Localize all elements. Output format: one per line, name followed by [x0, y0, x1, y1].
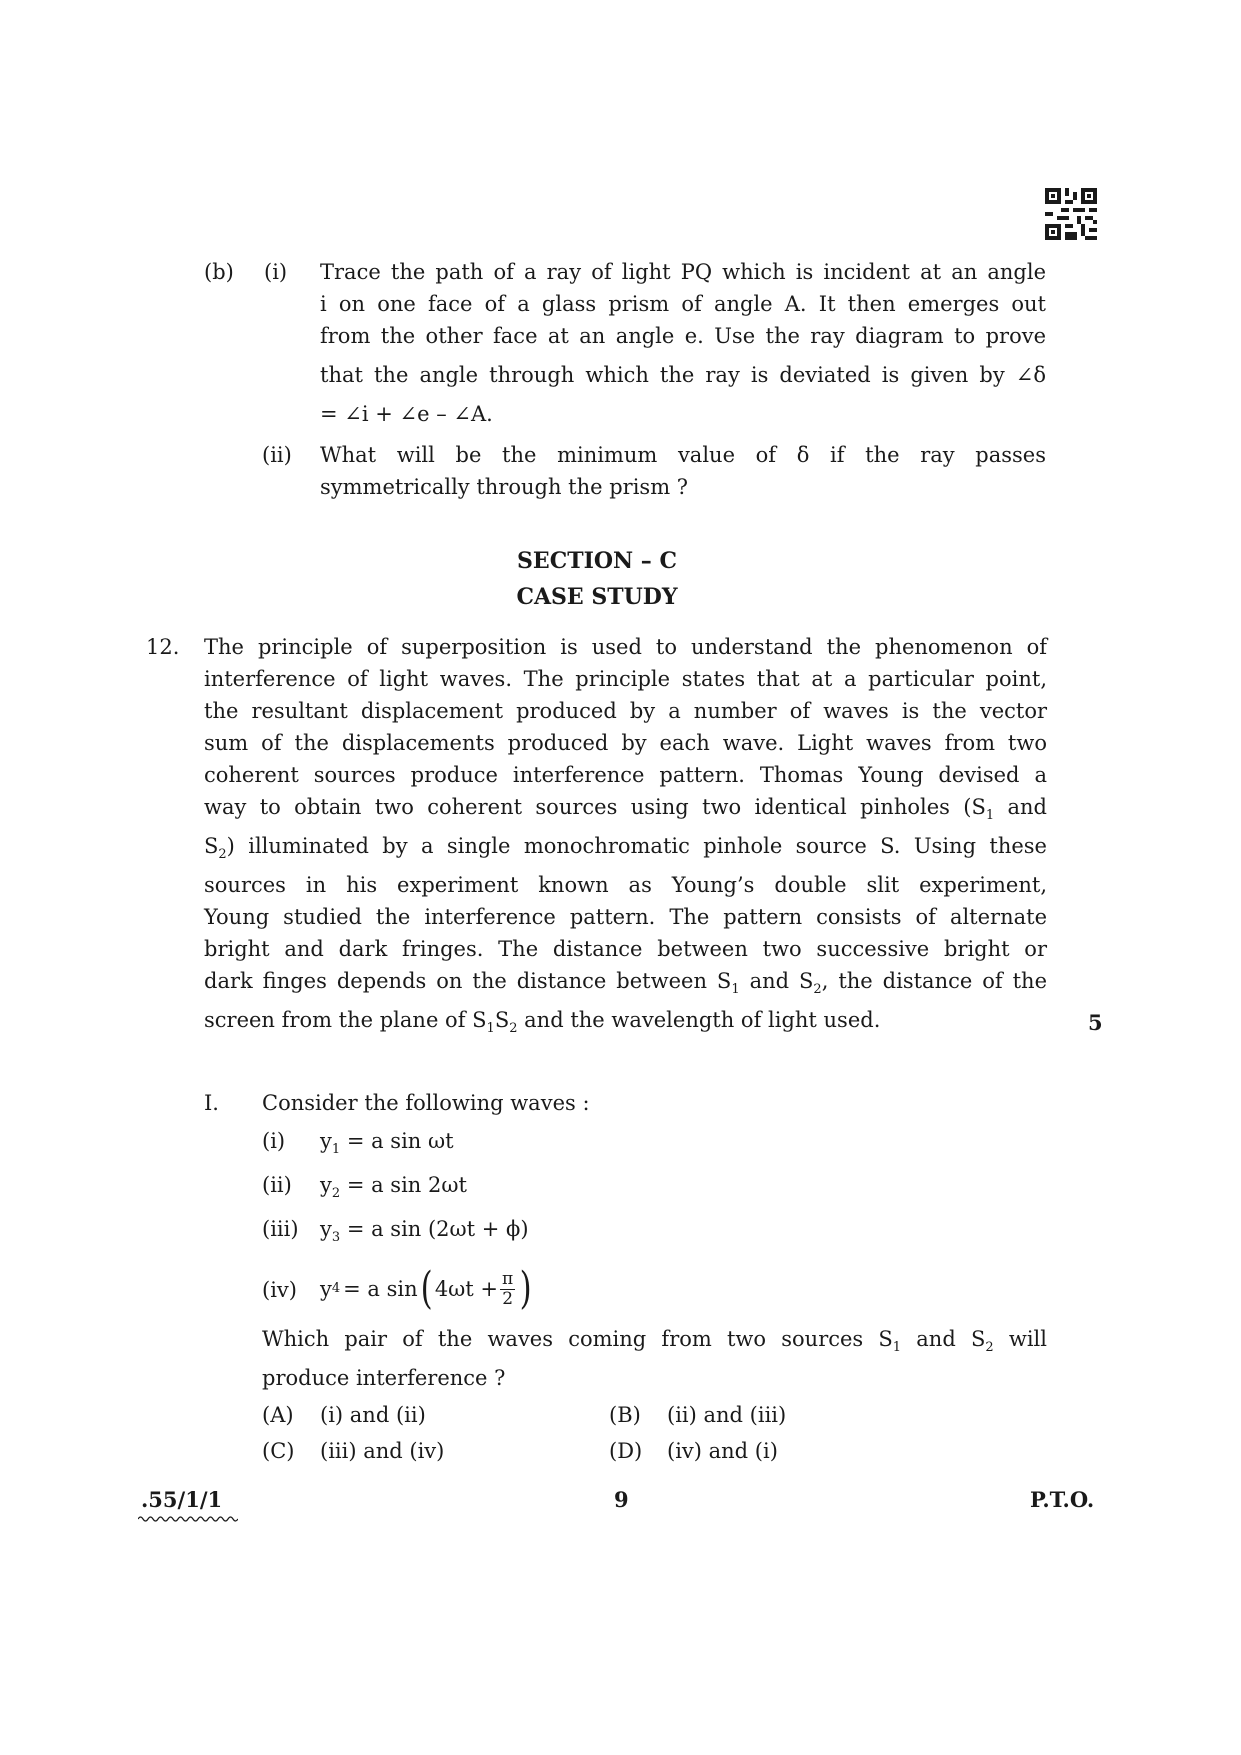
q12-line1: The principle of superposition is used to understand the phenomenon of: [204, 635, 1047, 659]
paper-code: .55/1/1: [141, 1487, 223, 1512]
wave-iv-label: (iv): [262, 1278, 297, 1302]
q12-line10: bright and dark fringes. The distance between two successive bright or: [204, 937, 1047, 961]
q12-line11: [204, 969, 1048, 997]
fraction-denominator: 2: [502, 1288, 514, 1309]
pi-over-two-fraction: [500, 1268, 515, 1309]
wave-y: y: [320, 1173, 332, 1197]
wavy-underline-icon: [138, 1515, 238, 1523]
section-title: SECTION – C: [517, 548, 677, 574]
wave-ii-eq: [320, 1173, 467, 1201]
subquestion-stem: Consider the following waves :: [262, 1091, 590, 1115]
wave-rhs: = a sin ωt: [340, 1129, 454, 1153]
q12-line6-end: and: [994, 795, 1047, 819]
q12-line12: [204, 1008, 881, 1036]
wave-inner: 4ωt +: [434, 1277, 499, 1301]
option-c-text: (iii) and (iv): [320, 1439, 445, 1463]
wave-y: y: [320, 1277, 332, 1301]
q12-line12-sub2: 2: [509, 1021, 518, 1036]
q12-line11-c: , the distance of the: [821, 969, 1048, 993]
q12-line11-b: and S: [739, 969, 814, 993]
q11b-ii-line2: symmetrically through the prism ?: [320, 475, 689, 499]
q12-line7: [204, 834, 1047, 862]
q12-line12-b: S: [494, 1008, 510, 1032]
q12-line12-sub1: 1: [486, 1021, 495, 1036]
subquestion-prompt-line2: produce interference ?: [262, 1366, 506, 1390]
q12-line6: [204, 795, 1047, 823]
prompt-sub1: 1: [892, 1340, 902, 1355]
q12-line3: the resultant displacement produced by a number of waves is the vector: [204, 699, 1047, 723]
prompt-sub2: 2: [985, 1340, 994, 1355]
wave-y: y: [320, 1217, 332, 1241]
wave-iii-eq: [320, 1217, 529, 1245]
q12-line11-sub2: 2: [813, 982, 822, 997]
wave-ii-label: (ii): [262, 1173, 292, 1197]
prompt-b: and S: [901, 1327, 986, 1351]
option-a-label: (A): [262, 1403, 294, 1427]
question-number: 12.: [146, 635, 180, 659]
q12-line6-text: way to obtain two coherent sources using two identical pinholes (S: [204, 795, 986, 819]
q11b-i-line3: from the other face at an angle e. Use the ray diagram to prove: [320, 324, 1046, 348]
option-d-text: (iv) and (i): [667, 1439, 778, 1463]
page-number: 9: [614, 1487, 629, 1512]
section-subtitle: CASE STUDY: [516, 584, 678, 610]
option-d-label: (D): [609, 1439, 643, 1463]
wave-sub: 3: [331, 1230, 341, 1245]
wave-sub: 1: [331, 1142, 341, 1157]
option-a-text: (i) and (ii): [320, 1403, 426, 1427]
pto-label: P.T.O.: [1030, 1487, 1095, 1512]
part-b-label: (b): [204, 260, 234, 284]
q12-line7-text: ) illuminated by a single monochromatic pinhole source S. Using these: [226, 834, 1047, 858]
fraction-numerator: π: [502, 1268, 514, 1289]
wave-y: y: [320, 1129, 332, 1153]
q11b-i-line4: that the angle through which the ray is deviated is given by ∠δ: [320, 363, 1046, 387]
q12-line7-s: S: [204, 834, 219, 858]
subpart-i-label: (i): [264, 260, 288, 284]
prompt-c: will: [993, 1327, 1047, 1351]
q12-line7-sub: 2: [218, 847, 227, 862]
wave-rhs: = a sin (2ωt + ϕ): [340, 1217, 529, 1241]
q11b-i-line5: = ∠i + ∠e – ∠A.: [320, 402, 493, 426]
q11b-i-line1: Trace the path of a ray of light PQ which is incident at an angle: [320, 260, 1046, 284]
q12-line4: sum of the displacements produced by each wave. Light waves from two: [204, 731, 1047, 755]
option-b-label: (B): [609, 1403, 641, 1427]
q12-line11-sub1: 1: [731, 982, 740, 997]
q12-line9: Young studied the interference pattern. The pattern consists of alternate: [204, 905, 1047, 929]
subquestion-label: I.: [204, 1091, 219, 1115]
q12-line8: sources in his experiment known as Young’s double slit experiment,: [204, 873, 1047, 897]
wave-sub: 2: [331, 1186, 341, 1201]
q12-line12-a: screen from the plane of S: [204, 1008, 487, 1032]
left-paren: (: [420, 1263, 433, 1314]
q12-line2: interference of light waves. The principle states that at a particular point,: [204, 667, 1047, 691]
subpart-ii-label: (ii): [262, 443, 292, 467]
prompt-a: Which pair of the waves coming from two sources S: [262, 1327, 893, 1351]
q12-line11-a: dark finges depends on the distance between S: [204, 969, 732, 993]
q11b-ii-line1: What will be the minimum value of δ if the ray passes: [320, 443, 1046, 467]
q12-line5: coherent sources produce interference pattern. Thomas Young devised a: [204, 763, 1047, 787]
option-c-label: (C): [262, 1439, 295, 1463]
marks: 5: [1088, 1010, 1103, 1035]
option-b-text: (ii) and (iii): [667, 1403, 787, 1427]
wave-i-eq: [320, 1129, 454, 1157]
q11b-i-line2: i on one face of a glass prism of angle A. It then emerges out: [320, 292, 1046, 316]
subquestion-prompt-line1: [262, 1327, 1047, 1355]
qr-code-icon: [1045, 188, 1097, 240]
q12-line6-sub: 1: [985, 808, 995, 823]
right-paren: ): [519, 1263, 532, 1314]
wave-iv-eq: y 4 = a sin ( 4ωt + $\frac{\pi}{2}$ ): [320, 1263, 532, 1314]
wave-rhs: = a sin: [343, 1277, 418, 1301]
q12-line12-c: and the wavelength of light used.: [517, 1008, 881, 1032]
wave-iii-label: (iii): [262, 1217, 299, 1241]
wave-rhs: = a sin 2ωt: [340, 1173, 467, 1197]
wave-i-label: (i): [262, 1129, 286, 1153]
